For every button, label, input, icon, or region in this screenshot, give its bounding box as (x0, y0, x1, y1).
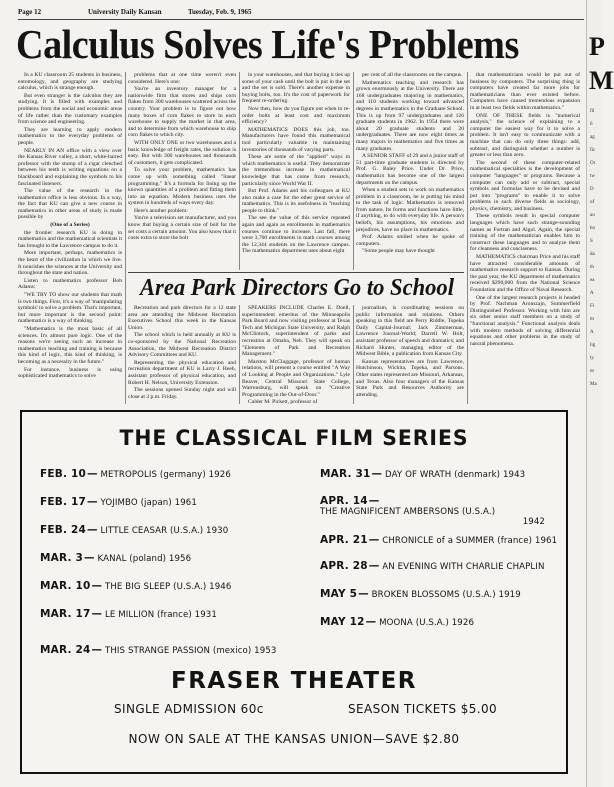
park-story-column-3 (356, 305, 464, 404)
film-date: MAY 12 (320, 616, 365, 628)
paragraph: Kansas representatives are from Lawrence, Hutchinson, Wichita, Topeka, and Parsons. Other states represented are Missouri, Arkansas, and Texas. Also four managers of the Kansas State Park and Resources Authority are attending. (356, 358, 464, 398)
paper-name: University Daily Kansan (88, 8, 162, 16)
film-title: THE BIG SLEEP (U.S.A.) 1946 (105, 582, 232, 592)
paragraph: Mathematics teaching and research has grown enormously at the University. There are 168 undergraduates majoring in mathematics, and 110 students working toward advanced degrees in mathematics in the Graduate School. This is up from 97 undergraduates and 126 graduate students in 1962. In 1954 there were about 20 graduate students and 20 undergraduates. There are now eight times as many majors in mathematics and five times as many graduates. (356, 79, 464, 152)
second-headline: Area Park Directors Go to School (140, 275, 454, 301)
paragraph: problems that at one time weren't even considered. Here's one: (128, 72, 236, 85)
dash-separator: — (371, 468, 383, 480)
paragraph: Representing the physical education and recreation department of KU is Larry J. Heeb, assistant professor of physical education, and Robert H. Nelson, University Extension. (128, 359, 236, 386)
edge-text-fragment: da (590, 252, 595, 257)
column-rule (239, 72, 240, 270)
edge-text-fragment: ho (590, 226, 595, 231)
dash-separator: — (87, 496, 98, 508)
dash-separator: — (358, 588, 369, 600)
film-title: AN EVENING WITH CHARLIE CHAPLIN (382, 562, 545, 572)
film-date: MAR. 24 (40, 644, 91, 656)
film-date: MAR. 17 (40, 608, 91, 620)
paragraph: You're an inventory manager for a nationwide firm that stores and ships corn flakes from 300 warehouses scattered across the country. Your problem is to figure out how many boxes of corn flakes to store in each warehouse to supply the market in that area, and to determine from which warehouse to ship corn flakes to which city. (128, 86, 236, 139)
film-listing (40, 608, 217, 620)
single-admission: SINGLE ADMISSION 60c (114, 702, 264, 716)
paragraph: journalism, is coordinating sessions on public information and relations. Others speaking in this field are Perry Riddle, Topeka Daily Capital-Journal; Jack Zimmerman, Lawrence Journal-World; Darrell W. Holt, assistant professor of speech and dramatics; and Richard Hunter, managing editor of the Midwest Bible, a publication from Kansas City. (356, 305, 464, 358)
paragraph: Listen to mathematics professor Bob Adams: (18, 277, 122, 291)
paragraph: Here's another problem: (134, 207, 188, 214)
edge-text-fragment: Ma (590, 382, 597, 387)
edge-letter: P (589, 32, 605, 61)
edge-text-fragment: fic (590, 148, 596, 153)
dash-separator: — (91, 580, 103, 592)
film-date: MAR. 10 (40, 580, 91, 592)
story-column-2 (128, 72, 236, 270)
ad-title: THE CLASSICAL FILM SERIES (119, 426, 469, 450)
edge-text-fragment: A (590, 330, 594, 335)
sale-notice: NOW ON SALE AT THE KANSAS UNION—SAVE $2.80 (128, 732, 460, 746)
film-listing (40, 552, 191, 564)
paragraph: The sessions opened Sunday night and will close at 3 p.m. Friday. (128, 387, 236, 400)
paragraph: Prof. Adams smiled when he spoke of computers. (356, 234, 464, 247)
paragraph: ONE OF THESE fields is "numerical analysis," the science of explaining to a computer the easiest way for it to solve a problem. It isn't easy to communicate with a machine that can do only three things: add, subtract, and distinguish whether a number is greater or less than zero. (470, 112, 580, 159)
dash-separator: — (91, 644, 103, 656)
paragraph: Recreation and park directors for a 12 state area are attending the Midwest Recreation Executives School this week in the Kansas Union. (128, 305, 236, 331)
park-story-column-2 (242, 305, 350, 404)
film-date: APR. 28 (320, 560, 368, 572)
paragraph: To solve your problem, mathematics has come up with something called "linear programming." It's a formula for lining up the known quantities of a problem and fitting them into an equation. Modern business uses the system in hundreds of ways every day. (128, 167, 236, 207)
column-rule (467, 72, 468, 404)
folio-line (18, 6, 584, 18)
paragraph: You're a television set manufacturer, and you know that buying a certain size of bolt for the set costs a certain amount. You also know that it costs extra to store the bolt (128, 215, 236, 242)
edge-text-fragment: ea (590, 278, 595, 283)
film-listing (40, 524, 228, 536)
film-title: LITTLE CEASAR (U.S.A.) 1930 (100, 526, 229, 536)
film-title: THIS STRANGE PASSION (mexico) 1953 (105, 646, 277, 656)
film-title: YOJIMBO (japan) 1961 (100, 498, 197, 508)
theater-name: FRASER THEATER (171, 668, 417, 694)
main-headline: Calculus Solves Life's Problems (16, 21, 519, 67)
edge-text-fragment: Fi (590, 304, 595, 309)
paragraph: When a student sets to work on mathematics problem in a classroom, he is putting his mind to the task of logic. Mathematics is removed from nature. Its forms and functions have little, if anything, to do with everyday life. A person's beliefs, his assumptions, his emotions and prejudices, have no place in mathematics. (356, 187, 464, 233)
film-date: FEB. 24 (40, 524, 87, 536)
paragraph: They are learning to apply modern mathematics to the everyday problems of people. (18, 126, 122, 146)
paragraph: MATHEMATICS DOES this job, too. Manufacturers have found this mathematical tool particularly valuable in maintaining inventories of thousands of varying parts. (242, 126, 350, 153)
edge-text-fragment: nt (590, 369, 594, 374)
film-title: BROKEN BLOSSOMS (U.S.A.) 1919 (371, 590, 521, 600)
paragraph: Marston McCluggage, professor of human relations, will present a course entitled "A Way of Looking at People and Organizations." Lyle Beaver, Central Missouri State College, Warrensburg, will speak on "Creative Programming in the Out-of-Door." (242, 358, 350, 398)
film-listing (40, 496, 197, 508)
film-title: DAY OF WRATH (denmark) 1943 (385, 470, 526, 480)
paragraph: SPEAKERS INCLUDE Charles E. Doell, superintendent emeritus of the Minneapolis Park Board and now visiting professor at Texas Tech and Michigan State University, and Ralph McClintock, superintendent of parks and recreation at Omaha, Neb. They will speak on "Elements of Park and Recreation Management." (242, 305, 350, 358)
season-tickets: SEASON TICKETS $5.00 (348, 702, 498, 716)
film-title: KANAL (poland) 1956 (97, 554, 192, 564)
film-listing (320, 560, 544, 572)
film-title: LE MILLION (france) 1931 (105, 610, 217, 620)
film-date: MAY 5 (320, 588, 358, 600)
paragraph: that mathematicians would be put out of business by computers. The surprising thing is computers have created far more jobs for mathematicians than ever existed before. Computers have caused tremendous expansion in at least two fields within mathematics." (470, 72, 580, 111)
paragraph: More important, perhaps, mathematics is the heart of the civilization in which we live. It nourishes the sciences at the University and throughout the state and nation. (18, 250, 122, 277)
paragraph: The see the value of this service repeated again and again as enrollments in mathematics courses continue to increase. Last fall, there were 3,700 enrollments in math courses among the 12,344 students on the Lawrence campus. The mathematics department uses about eight (242, 215, 350, 255)
edge-text-fragment: ag (590, 135, 595, 140)
edge-text-fragment: lig (590, 343, 596, 348)
paragraph: NEARLY IN AN office with a view over the Kansas River valley, a short, white-haired professor with the stump of a cigar clenched between his teeth is writing equations on a blackboard and explaining the symbols to his fascinated listeners. (18, 147, 122, 187)
film-listing (40, 644, 276, 656)
column-rule (239, 305, 240, 404)
film-listing (320, 534, 557, 546)
paragraph: the frontier research KU is doing in mathematics and the mathematical scientists it has brought to the Lawrence campus to do it. (18, 229, 122, 249)
dash-separator: — (365, 616, 377, 628)
paragraph: The school which is held annually at KU is co-sponsored by the National Recreation Association, the Midwest Recreation District Advisory Committees and KU. (128, 332, 236, 359)
dash-separator: — (87, 524, 98, 536)
edge-text-fragment: 6 (590, 122, 593, 127)
film-listing (40, 468, 231, 480)
paragraph: But even stranger is the calculus they are studying. It is filled with examples and problems from the social and economic areas of life rather than the customary examples from science and engineering. (18, 92, 122, 126)
paragraph: These are some of the "applied" ways in which mathematics is useful. They demonstrate the tremendous increase in mathematical knowledge that has come from research, particularly since World War II. (242, 154, 350, 187)
column-rule (125, 72, 126, 404)
dash-separator: — (91, 608, 103, 620)
film-title: THE MAGNIFICENT AMBERSONS (U.S.A.) (320, 507, 496, 517)
film-listing (320, 495, 545, 527)
film-date: APR. 21 (320, 534, 368, 546)
edge-text-fragment: th (590, 265, 594, 270)
paragraph: "Some people may have thought (362, 248, 435, 255)
paragraph: (One of a Series) (50, 222, 90, 229)
film-listing (320, 616, 474, 628)
column-rule (353, 305, 354, 404)
story-column-5 (470, 72, 580, 404)
film-year: 1942 (522, 517, 545, 527)
film-date: APR. 14 (320, 495, 368, 507)
edge-text-fragment: D (590, 187, 594, 192)
paragraph: But Prof. Adams and his colleagues at KU also make a case for the other great service of mathematics. This is its usefulness in "teaching people to think." (242, 188, 350, 214)
paragraph: These symbols result in special computer languages which have such strange-sounding names as Fortran and Algol. Again, the special training of the mathematician enables him to construct these languages and to analyze them for cleanness and conciseness. (470, 213, 580, 253)
film-date: FEB. 17 (40, 496, 87, 508)
paragraph: Calder M. Pickett, professor of (248, 399, 318, 406)
paragraph: MATHEMATICS chairman Price and his staff have attracted considerable amounts of mathematics research support to Kansas. During the past year, the KU department of mathematics received $290,000 from the National Science Foundation and the Office of Naval Research. (470, 254, 580, 293)
edge-text-fragment: au (590, 213, 595, 218)
edge-text-fragment: ty (590, 356, 594, 361)
film-title: METROPOLIS (germany) 1926 (100, 470, 231, 480)
dash-separator: — (368, 534, 380, 546)
story-column-4 (356, 72, 464, 270)
issue-date: Tuesday, Feb. 9, 1965 (188, 8, 252, 16)
paragraph: For instance, business is using sophisticated mathematics to solve (18, 366, 122, 380)
edge-text-fragment: m (590, 317, 594, 322)
park-story-column-1 (128, 305, 236, 404)
paragraph: WITH ONLY ONE or two warehouses and a basic knowledge of freight rates, the solution is easy. But with 300 warehouses and thousands of customers, it gets complicated. (128, 139, 236, 166)
film-date: FEB. 10 (40, 468, 87, 480)
paragraph: Now then, how do you figure out when to re-order bolts at least cost and maximum efficiency? (242, 105, 350, 126)
edge-letter: M (589, 66, 614, 95)
film-listing (40, 580, 231, 592)
film-title: CHRONICLE of a SUMMER (france) 1961 (382, 536, 558, 546)
paragraph: "WE TRY TO show our students that math is two things. First, it's a way of 'manipulating symbols' to solve a problem. That's important, but more important is the second point: mathematics is a way of thinking. (18, 292, 122, 325)
paragraph: "Mathematics is the most basic of all sciences. It's almost pure logic. One of the reasons we're seeing such an increase in mathematics teaching and training is because this kind of logic, this kind of thinking, is becoming as a necessity in the future." (18, 325, 122, 365)
edge-text-fragment: S (590, 239, 593, 244)
dash-separator: — (368, 495, 380, 507)
paragraph: One of the largest research projects is headed by Prof. Nachman Aronszajn, Summerfield Distinguished Professor. Working with him are six other senior staff members on a study of "functional analysis." Functional analysis deals with modern methods of solving differential equations and other problems in the study of natural phenomena. (470, 294, 580, 347)
paragraph: A SENIOR STAFF of 29 and a junior staff of 51 part-time graduate students is directed by Prof. G. Baley Price. Under Dr. Price, mathematics has become one of the largest departments on the campus. (356, 153, 464, 186)
adjacent-page-edge (586, 0, 614, 787)
edge-text-fragment: A (590, 291, 594, 296)
dash-separator: — (368, 560, 380, 572)
film-date: MAR. 31 (320, 468, 371, 480)
column-rule (353, 72, 354, 270)
edge-text-fragment: Or (590, 161, 596, 166)
paragraph: per cent of all the classrooms on the campus. (362, 72, 463, 78)
edge-text-fragment: fil (590, 109, 595, 114)
edge-text-fragment: tw (590, 174, 595, 179)
dash-separator: — (87, 468, 98, 480)
dash-separator: — (84, 552, 95, 564)
paragraph: in your warehouses, and that buying it ties up some of your cash until the bolt is put in the set and the set is sold. There's another expense in buying bolts, too. It's the cost of paperwork for frequent re-ordering. (242, 72, 350, 105)
page-number: Page 12 (18, 8, 42, 16)
paragraph: The second of these computer-related mathematical specialties is the development of computer "languages" or programs. Because a computer can only add or subtract, special symbols and formulas have to be devised and put into "programs" to enable it to solve problems in such diverse fields as sociology, physics, chemistry, and business. (470, 159, 580, 212)
story-column-1 (18, 72, 122, 404)
film-series-ad (20, 410, 568, 774)
film-date: MAR. 3 (40, 552, 84, 564)
paragraph: In a KU classroom 25 students in business, entomology, and geography are studying calculus, which is strange enough. (18, 72, 122, 92)
film-title: MOONA (U.S.A.) 1926 (379, 618, 475, 628)
edge-text-fragment: of (590, 200, 595, 205)
film-listing (320, 468, 525, 480)
paragraph: The value of the research in the mathematics office is less obvious. In a way, the fact that KU can give a new course in mathematics in other areas of study is made possible by (18, 188, 122, 221)
story-column-3 (242, 72, 350, 270)
film-listing (320, 588, 521, 600)
